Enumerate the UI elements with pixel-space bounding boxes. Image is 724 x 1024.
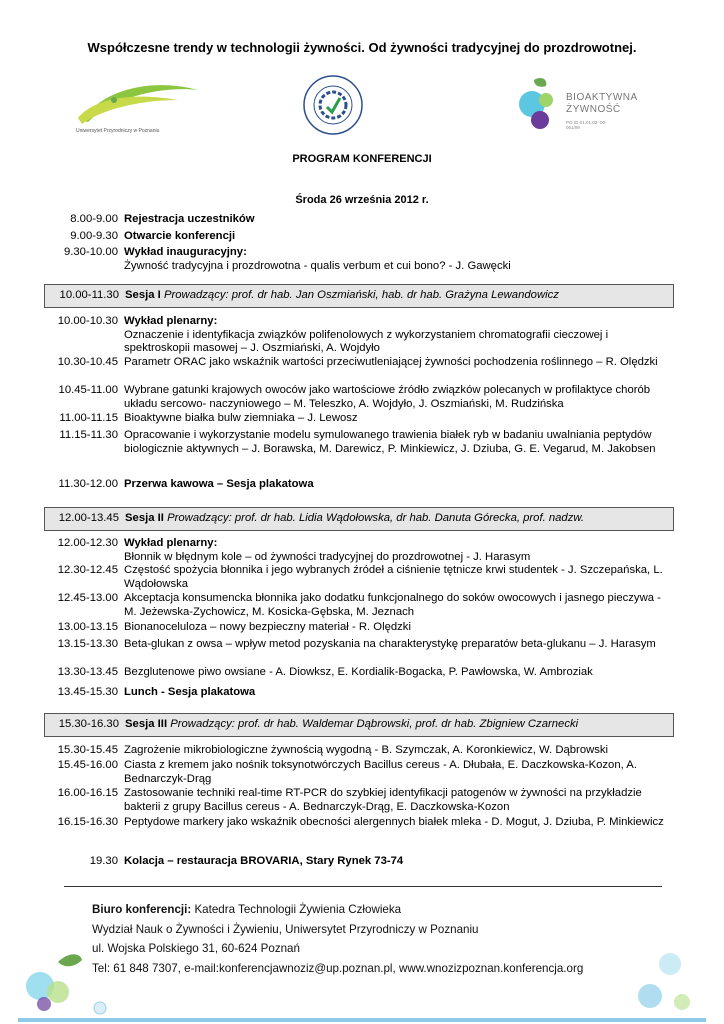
item-time: 12.00-12.30: [57, 537, 118, 549]
program-heading: PROGRAM KONFERENCJI: [292, 153, 432, 165]
session-name: Sesja II: [125, 512, 164, 524]
item-time: 11.15-11.30: [59, 429, 118, 441]
upp-caption: Uniwersytet Przyrodniczy w Poznaniu: [76, 128, 160, 134]
bio-line1: BIOAKTYWNA: [566, 92, 638, 103]
faculty-seal-icon: [302, 74, 364, 136]
session-label: [125, 512, 665, 524]
session-2-bar: [44, 507, 674, 531]
item-subtext: Oznaczenie i identyfikacja związków polifenolowych z wykorzystaniem chromatografii cieczowej i spektroskopii masowej – J. Oszmiański, A. Wojdyło: [124, 328, 609, 355]
bioaktywna-logo: [516, 76, 638, 136]
item-content: [124, 537, 676, 564]
leaf-icon: [58, 954, 82, 966]
item-time: 12.45-13.00: [57, 592, 118, 604]
item-time: 13.15-13.30: [57, 638, 118, 650]
footer-office-value: Katedra Technologii Żywienia Człowieka: [191, 903, 402, 916]
item-text: Opracowanie i wykorzystanie modelu symulowanego trawienia białek ryb w badaniu uwalniania peptydów biologicznie aktywnych – J. Borawska, M. Darewicz, P. Minkiewicz, J. Dziuba, G. E. Vegarud, M. Jakobsen: [124, 429, 656, 455]
item-time: 15.30-15.45: [57, 744, 118, 756]
item-text: Częstość spożycia błonnika i jego wybranych źródeł a ciśnienie tętnicze krwi studentek - J. Szczepańska, L. Wądołowska: [124, 564, 663, 590]
document-title: Współczesne trendy w technologii żywności. Od żywności tradycyjnej do prozdrowotnej.: [87, 40, 637, 55]
faculty-seal: [302, 74, 364, 136]
bio-spheres-icon: [516, 76, 566, 136]
item-text: Wykład plenarny:: [124, 315, 218, 327]
item-text: Ciasta z kremem jako nośnik toksynotwórczych Bacillus cereus - A. Dłubała, E. Daczkowska-Kozon, A. Bednarczyk-Drąg: [124, 759, 637, 785]
session-time: 15.30-16.30: [58, 718, 119, 730]
item-text: Peptydowe markery jako wskaźnik obecności alergennych białek mleka - D. Mogut, J. Dziuba, P. Minkiewicz: [124, 816, 664, 828]
bubble-icon: [94, 1002, 106, 1014]
item-text: Rejestracja uczestników: [124, 213, 255, 225]
upp-logo: [74, 78, 204, 136]
item-time: 12.30-12.45: [57, 564, 118, 576]
item-text: Zagrożenie mikrobiologiczne żywnością wygodną - B. Szymczak, A. Koronkiewicz, W. Dąbrowski: [124, 744, 609, 756]
decorative-bubbles: [0, 914, 724, 1024]
logo-row: [0, 70, 724, 140]
session-3-bar: [44, 713, 674, 737]
footer-faculty: Wydział Nauk o Żywności i Żywieniu, Uniwersytet Przyrodniczy w Poznaniu: [92, 922, 479, 936]
session-time: 10.00-11.30: [59, 289, 119, 301]
item-subtext: Żywność tradycyjna i prozdrowotna - qualis verbum et cui bono? - J. Gawęcki: [124, 259, 511, 272]
footer-office-label: Biuro konferencji:: [92, 903, 192, 916]
item-text: Przerwa kawowa – Sesja plakatowa: [124, 478, 314, 490]
bio-code: PO IG 01.01.02- 00-061/09: [566, 120, 607, 130]
item-subtext: Błonnik w błędnym kole – od żywności tradycyjnej do prozdrowotnej - J. Harasym: [124, 550, 531, 563]
item-text: Bezglutenowe piwo owsiane - A. Diowksz, E. Kordialik-Bogacka, P. Pawłowska, W. Ambroziak: [124, 666, 593, 678]
bubble-icon: [674, 994, 690, 1010]
item-time: 9.00-9.30: [70, 230, 118, 242]
session-chairs: Prowadzący: prof. dr hab. Lidia Wądołowska, dr hab. Danuta Górecka, prof. nadzw.: [167, 512, 585, 524]
footer-address: ul. Wojska Polskiego 31, 60-624 Poznań: [92, 942, 300, 955]
item-time: 11.30-12.00: [58, 478, 118, 490]
session-chairs: Prowadzący: prof. dr hab. Jan Oszmiański, hab. dr hab. Grażyna Lewandowicz: [163, 289, 559, 301]
item-text: Lunch - Sesja plakatowa: [124, 686, 256, 698]
item-text: Bionanoceluloza – nowy bezpieczny materiał - R. Olędzki: [124, 621, 411, 633]
item-time: 16.00-16.15: [57, 787, 118, 799]
item-text: Parametr ORAC jako wskaźnik wartości przeciwutleniającej żywności pochodzenia roślinnego – R. Olędzki: [124, 356, 658, 368]
item-text: Wykład plenarny:: [124, 537, 218, 549]
session-label: [125, 289, 665, 301]
item-text: Wykład inauguracyjny:: [124, 246, 247, 258]
item-text: Akceptacja konsumencka błonnika jako dodatku funkcjonalnego do soków owocowych i jasnego pieczywa - M. Jeżewska-Zychowicz, M. Kosicka-Gębska, M. Jeznach: [124, 592, 661, 618]
footer-divider: [64, 886, 662, 887]
item-time: 13.45-15.30: [57, 686, 118, 698]
item-text: Otwarcie konferencji: [124, 230, 236, 242]
item-text: Kolacja – restauracja BROVARIA, Stary Rynek 73-74: [124, 855, 404, 867]
session-chairs: Prowadzący: prof. dr hab. Waldemar Dąbrowski, prof. dr hab. Zbigniew Czarnecki: [170, 718, 579, 730]
item-time: 10.00-10.30: [57, 315, 118, 327]
item-time: 13.00-13.15: [57, 621, 118, 633]
item-text: Beta-glukan z owsa – wpływ metod pozyskania na charakterystykę preparatów beta-glukanu – J. Harasym: [124, 638, 656, 650]
item-time: 10.45-11.00: [58, 384, 118, 396]
bubble-icon: [638, 984, 662, 1008]
item-text: Zastosowanie techniki real-time RT-PCR do szybkiej identyfikacji patogenów w żywności na przykładzie bakterii z grupy Bacillus cereus - A. Bednarczyk-Drąg, E. Daczkowska-Kozon: [124, 787, 642, 813]
item-content: [124, 315, 676, 356]
footer-contact-line[interactable]: Tel: 61 848 7307, e-mail:konferencjawnoziz@up.poznan.pl, www.wnozizpoznan.konferencja.org: [92, 961, 584, 975]
item-time: 19.30: [89, 855, 118, 867]
item-time: 11.00-11.15: [59, 412, 118, 424]
session-1-bar: [44, 284, 674, 308]
session-time: 12.00-13.45: [58, 512, 119, 524]
item-content: [124, 246, 676, 273]
session-name: Sesja III: [125, 718, 168, 730]
date-heading: Środa 26 września 2012 r.: [295, 194, 429, 206]
bubble-icon: [659, 953, 681, 975]
item-text: Wybrane gatunki krajowych owoców jako wartościowe źródło związków polecanych w profilaktyce chorób układu sercowo- naczyniowego – M. Teleszko, A. Wojdyło, J. Oszmiański, M. Rudzińska: [124, 384, 651, 410]
item-time: 16.15-16.30: [57, 816, 118, 828]
bio-line2: ŻYWNOŚĆ: [566, 104, 621, 115]
session-name: Sesja I: [125, 289, 161, 301]
bubble-icon: [37, 997, 51, 1011]
item-time: 15.45-16.00: [57, 759, 118, 771]
bubble-icon: [47, 981, 69, 1003]
item-time: 13.30-13.45: [57, 666, 118, 678]
item-time: 9.30-10.00: [63, 246, 118, 258]
upp-swoosh-icon: [74, 78, 204, 128]
item-time: 8.00-9.00: [70, 213, 118, 225]
item-time: 10.30-10.45: [57, 356, 118, 368]
item-text: Bioaktywne białka bulw ziemniaka – J. Lewosz: [124, 412, 358, 424]
session-label: [125, 718, 665, 730]
